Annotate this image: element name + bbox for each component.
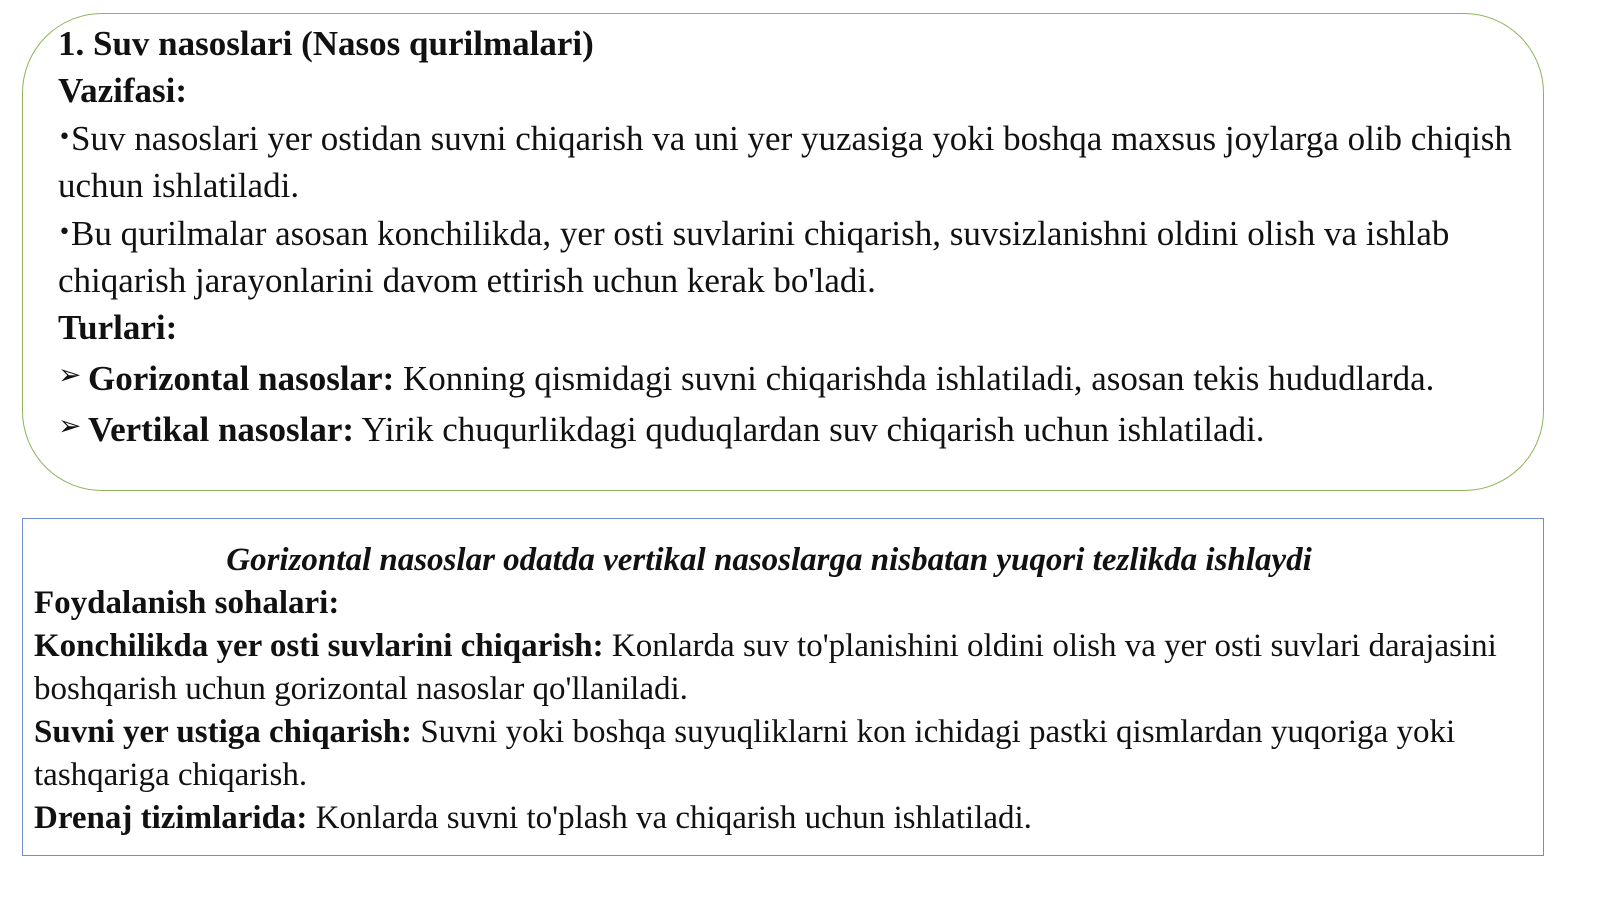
bottom-box-content <box>34 539 1534 840</box>
type-item-vertical-label: Vertikal nasoslar: <box>88 410 355 449</box>
bullet-item-1-text: Suv nasoslari yer ostidan suvni chiqarish va uni yer yuzasiga yoki boshqa maxsus joylarga olib chiqish uchun ishlatiladi. <box>58 119 1512 205</box>
type-item-horizontal-text: Konning qismidagi suvni chiqarishda ishlatiladi, asosan tekis hududlarda. <box>394 359 1435 398</box>
turlari-heading: Turlari: <box>58 308 178 347</box>
type-item-vertical-text: Yirik chuqurlikdagi quduqlardan suv chiqarish uchun ishlatiladi. <box>354 410 1265 449</box>
bullet-item-1 <box>58 114 1518 209</box>
usage-item-drainage-text: Konlarda suvni to'plash va chiqarish uchun ishlatiladi. <box>307 800 1032 836</box>
usage-item-surface-label: Suvni yer ustiga chiqarish: <box>34 714 413 750</box>
type-item-horizontal-label: Gorizontal nasoslar: <box>88 359 395 398</box>
arrow-bullet-icon: ➢ <box>58 409 82 442</box>
bullet-item-2 <box>58 209 1518 304</box>
comparison-headline: Gorizontal nasoslar odatda vertikal nasoslarga nisbatan yuqori tezlikda ishlaydi <box>226 542 1312 578</box>
usage-item-drainage-label: Drenaj tizimlarida: <box>34 800 308 836</box>
usage-item-mining <box>34 625 1534 711</box>
usage-item-drainage <box>34 797 1534 840</box>
vazifasi-heading: Vazifasi: <box>58 71 187 110</box>
bullet-icon: • <box>58 125 71 150</box>
foydalanish-heading: Foydalanish sohalari: <box>34 585 340 621</box>
section-title: 1. Suv nasoslari (Nasos qurilmalari) <box>58 24 594 63</box>
usage-item-mining-label: Konchilikda yer osti suvlarini chiqarish: <box>34 628 604 664</box>
type-item-vertical <box>58 402 1518 453</box>
usage-item-mining-text: Konlarda suv to'planishini oldini olish va yer osti suvlari darajasini boshqarish uchun gorizontal nasoslar qo'llaniladi. <box>34 628 1497 707</box>
top-box-content <box>58 20 1518 453</box>
bullet-icon: • <box>58 220 71 245</box>
arrow-bullet-icon: ➢ <box>58 358 82 391</box>
usage-item-surface <box>34 711 1534 797</box>
usage-item-surface-text: Suvni yoki boshqa suyuqliklarni kon ichidagi pastki qismlardan yuqoriga yoki tashqariga chiqarish. <box>34 714 1456 793</box>
bullet-item-2-text: Bu qurilmalar asosan konchilikda, yer osti suvlarini chiqarish, suvsizlanishni oldini olish va ishlab chiqarish jarayonlarini davom ettirish uchun kerak bo'ladi. <box>58 214 1450 300</box>
type-item-horizontal <box>58 351 1518 402</box>
